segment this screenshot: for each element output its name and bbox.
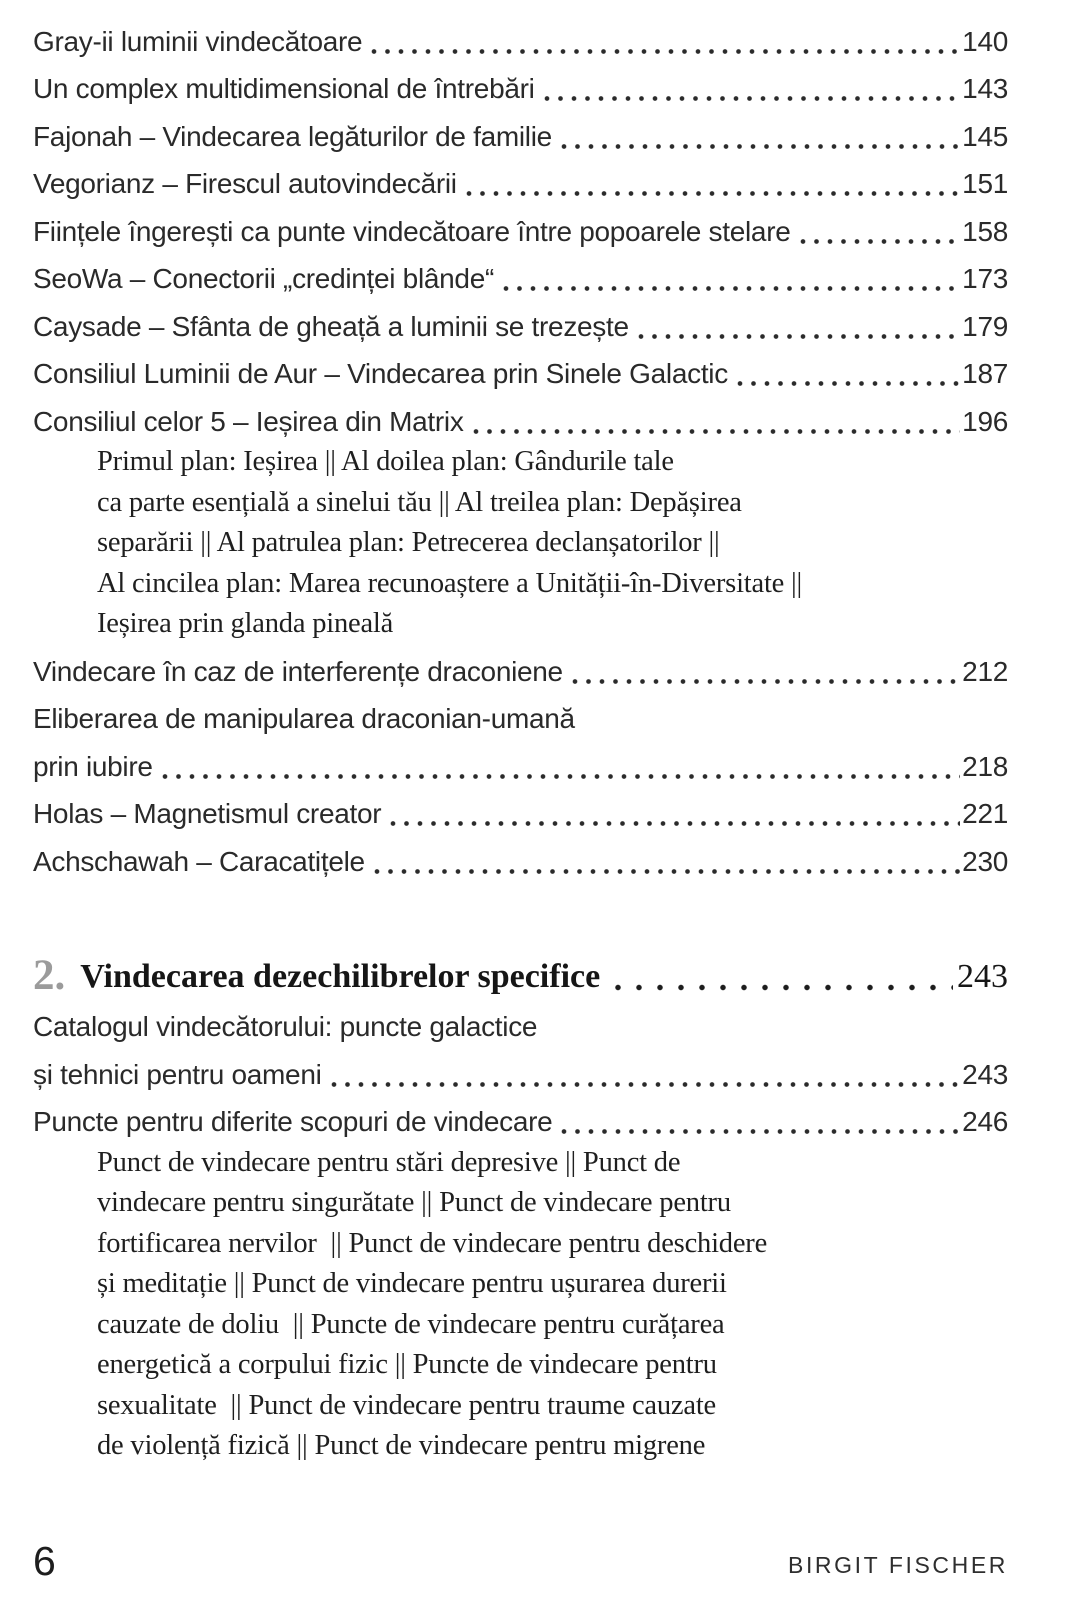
toc-entry [33, 343, 1008, 391]
toc-entry-page: 158 [962, 215, 1008, 247]
toc-entry [33, 10, 1008, 58]
subtopic-line: Primul plan: Ieșirea || Al doilea plan: Gândurile tale [97, 446, 674, 477]
dot-leader [608, 980, 953, 995]
toc-entry [33, 1043, 1008, 1091]
dot-leader [387, 817, 960, 830]
toc-entry-page: 221 [962, 798, 1008, 829]
toc-entry-page: 173 [962, 263, 1008, 294]
page-number: 6 [33, 1538, 56, 1584]
dot-leader [368, 45, 960, 58]
subtopic-line: Ieșirea prin glanda pineală [97, 608, 394, 639]
dot-leader [500, 282, 960, 295]
page-footer [33, 1538, 1008, 1584]
dot-leader [569, 675, 960, 688]
subtopic-line: și meditație || Punct de vindecare pentru ușurarea durerii [97, 1268, 727, 1299]
toc-entry-title: prin iubire [33, 750, 153, 782]
subtopic-line: de violență fizică || Punct de vindecare pentru migrene [97, 1430, 706, 1461]
running-head-author: BIRGIT FISCHER [788, 1552, 1008, 1578]
toc-entry-page: 151 [962, 168, 1008, 199]
toc-entry [33, 295, 1008, 343]
dot-leader [734, 377, 960, 390]
toc-entry [33, 688, 1008, 736]
toc-entry-title: și tehnici pentru oameni [33, 1058, 322, 1090]
subtopic-line: separării || Al patrulea plan: Petrecerea declanșatorilor || [97, 527, 720, 558]
toc-entry-page: 212 [962, 655, 1008, 687]
toc-entry [33, 390, 1008, 438]
toc-entry-page: 143 [962, 73, 1008, 104]
toc-entry [33, 783, 1008, 831]
toc-entry-title: Achschawah – Caracatițele [33, 845, 365, 877]
toc-entry [33, 200, 1008, 248]
toc-entry [33, 830, 1008, 878]
toc-entry-title: Ființele îngerești ca punte vindecătoare între popoarele stelare [33, 215, 791, 247]
dot-leader [371, 865, 960, 878]
toc-subtopic-block [97, 1138, 1008, 1462]
dot-leader [635, 330, 960, 343]
toc-entry-title: SeoWa – Conectorii „credinței blânde“ [33, 263, 494, 294]
toc-entry [33, 996, 1008, 1044]
toc-entry-title: Puncte pentru diferite scopuri de vindecare [33, 1106, 553, 1137]
toc-subtopic-block [97, 438, 1008, 641]
dot-leader [463, 187, 960, 200]
subtopic-line: energetică a corpului fizic || Puncte de vindecare pentru [97, 1349, 717, 1380]
toc-entry-title: Gray-ii luminii vindecătoare [33, 25, 363, 57]
toc-entry-page: 243 [962, 1058, 1008, 1090]
subtopic-line: vindecare pentru singurătate || Punct de vindecare pentru [97, 1187, 731, 1218]
toc-entry [33, 58, 1008, 106]
section-title: Vindecarea dezechilibrelor specifice [80, 957, 601, 995]
toc-entry-title: Consiliul Luminii de Aur – Vindecarea prin Sinele Galactic [33, 358, 728, 389]
toc-entry [33, 735, 1008, 783]
dot-leader [797, 235, 961, 248]
toc-entry [33, 1091, 1008, 1139]
toc-entry-page: 179 [962, 310, 1008, 342]
dot-leader [328, 1078, 961, 1091]
toc-entry-title: Fajonah – Vindecarea legăturilor de familie [33, 120, 552, 152]
subtopic-line: ca parte esențială a sinelui tău || Al treilea plan: Depășirea [97, 486, 742, 518]
subtopic-line: Al cincilea plan: Marea recunoaștere a Unității-în-Diversitate || [97, 567, 803, 599]
toc-entry-page: 196 [962, 405, 1008, 437]
dot-leader [558, 140, 960, 153]
toc-entry [33, 640, 1008, 688]
subtopic-line: fortificarea nervilor || Punct de vindecare pentru deschidere [97, 1227, 768, 1259]
toc-entry-page: 230 [962, 845, 1008, 877]
toc-entry-page: 246 [962, 1106, 1008, 1137]
toc-entry-page: 140 [962, 25, 1008, 57]
toc-entry-title: Consiliul celor 5 – Ieșirea din Matrix [33, 405, 464, 437]
toc-entry [33, 105, 1008, 153]
toc-entry-title: Vegorianz – Firescul autovindecării [33, 168, 457, 199]
subtopic-line: cauzate de doliu || Puncte de vindecare pentru curățarea [97, 1308, 725, 1340]
section-number: 2. [33, 951, 66, 999]
section-page: 243 [957, 957, 1008, 995]
toc-entry-page: 187 [962, 358, 1008, 389]
subtopic-line: sexualitate || Punct de vindecare pentru traume cauzate [97, 1389, 717, 1421]
toc-entry-title: Catalogul vindecătorului: puncte galactice [33, 1011, 538, 1042]
dot-leader [470, 425, 961, 438]
toc-section-heading [33, 938, 1008, 999]
toc-entry-title: Holas – Magnetismul creator [33, 798, 382, 829]
dot-leader [541, 92, 961, 105]
toc-entry-title: Caysade – Sfânta de gheață a luminii se trezește [33, 310, 629, 342]
subtopic-line: Punct de vindecare pentru stări depresive || Punct de [97, 1146, 681, 1178]
toc-entry-page: 218 [962, 750, 1008, 782]
dot-leader [159, 770, 961, 783]
toc-entry-title: Eliberarea de manipularea draconian-umană [33, 703, 575, 734]
toc-entry-page: 145 [962, 120, 1008, 152]
toc-entry-title: Un complex multidimensional de întrebări [33, 73, 535, 104]
toc-entry-title: Vindecare în caz de interferențe draconiene [33, 655, 563, 687]
toc-entry [33, 153, 1008, 201]
toc-entry [33, 248, 1008, 296]
dot-leader [558, 1125, 960, 1138]
